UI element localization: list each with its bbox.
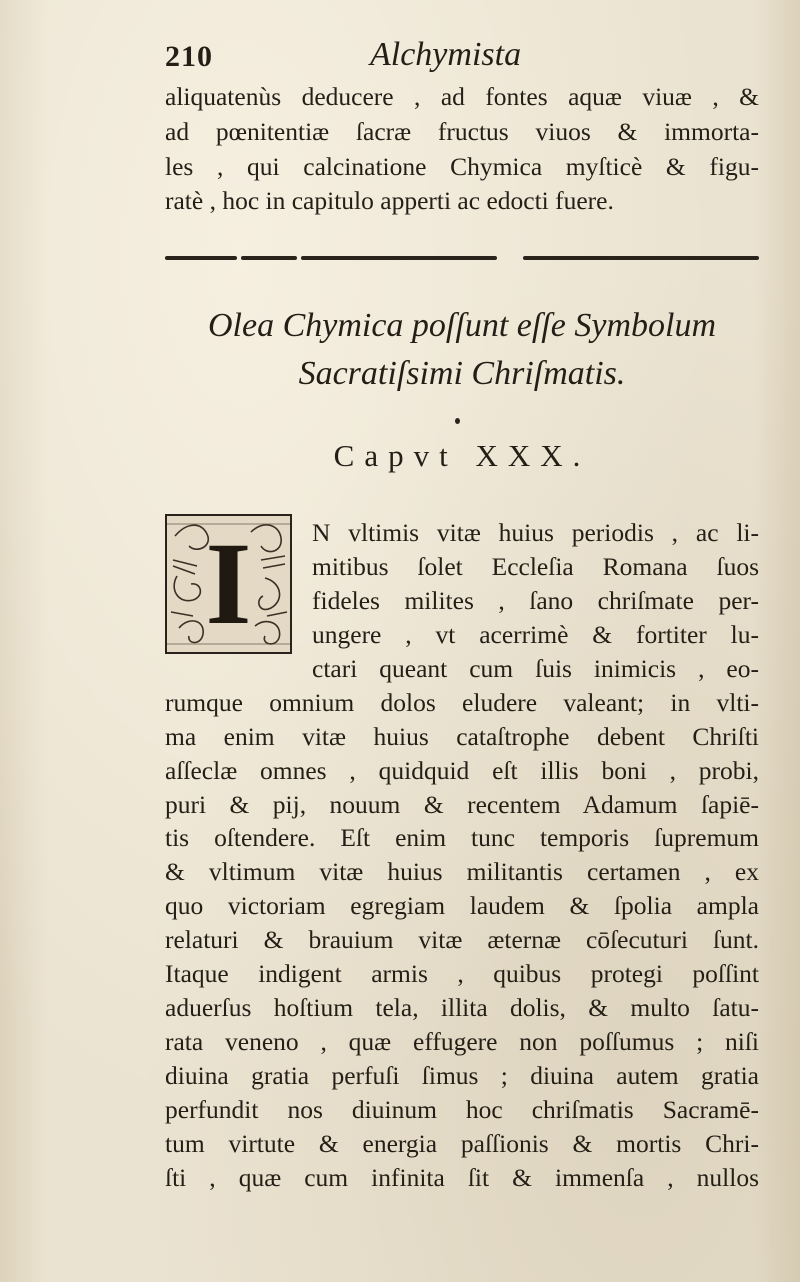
body-line: ma enim vitæ huius cataſtrophe debent Chriſti [165, 722, 759, 751]
body-line: & vltimum vitæ huius militantis certamen , ex [165, 857, 759, 886]
intro-line: ratè , hoc in capitulo apperti ac edocti fuere. [165, 186, 614, 215]
divider-segment [241, 256, 297, 260]
initial-letter: I [205, 518, 252, 649]
body-line: mitibus ſolet Eccleſia Romana ſuos [312, 552, 759, 581]
body-line: quo victoriam egregiam laudem & ſpolia ampla [165, 891, 759, 920]
section-title-line-1: Olea Chymica poſſunt eſſe Symbolum [207, 307, 716, 344]
intro-line: aliquatenùs deducere , ad fontes aquæ viuæ , & [165, 82, 759, 111]
body-line: puri & pij, nouum & recentem Adamum ſapiē- [165, 790, 759, 819]
body-line: rumque omnium dolos eludere valeant; in vlti- [165, 688, 759, 717]
body-line: relaturi & brauium vitæ æternæ cōſecuturi ſunt. [165, 925, 759, 954]
section-title-line-2: Sacratiſsimi Chriſmatis. [298, 355, 626, 392]
ornament-dot [455, 418, 460, 424]
section-divider [165, 256, 759, 266]
running-head: Alchymista [370, 36, 522, 73]
divider-segment [165, 256, 237, 260]
divider-segment [523, 256, 759, 260]
page-number: 210 [165, 40, 213, 73]
body-line: Itaque indigent armis , quibus protegi poſſint [165, 959, 759, 988]
body-line: ctari queant cum ſuis inimicis , eo- [312, 654, 759, 683]
body-line: aſſeclæ omnes , quidquid eſt illis boni , probi, [165, 756, 759, 785]
body-line: N vltimis vitæ huius periodis , ac li- [312, 518, 759, 547]
divider-segment [301, 256, 497, 260]
body-line: diuina gratia perfuſi ſimus ; diuina autem gratia [165, 1061, 759, 1090]
body-line: ungere , vt acerrimè & fortiter lu- [312, 620, 759, 649]
body-line: perfundit nos diuinum hoc chriſmatis Sacramē- [165, 1095, 759, 1124]
intro-line: les , qui calcinatione Chymica myſticè & figu- [165, 152, 759, 181]
chapter-heading: Capvt XXX. [333, 438, 591, 473]
body-line: fideles milites , ſano chriſmate per- [312, 586, 759, 615]
intro-line: ad pœnitentiæ ſacræ fructus viuos & immorta- [165, 117, 759, 146]
body-line: ſti , quæ cum infinita ſit & immenſa , nullos [165, 1163, 759, 1192]
body-line: rata veneno , quæ effugere non poſſumus ; niſi [165, 1027, 759, 1056]
decorated-initial [165, 514, 292, 654]
body-line: aduerſus hoſtium tela, illita dolis, & multo ſatu- [165, 993, 759, 1022]
body-line: tis oſtendere. Eſt enim tunc temporis ſupremum [165, 823, 759, 852]
body-line: tum virtute & energia paſſionis & mortis Chri- [165, 1129, 759, 1158]
page-header [165, 36, 765, 80]
